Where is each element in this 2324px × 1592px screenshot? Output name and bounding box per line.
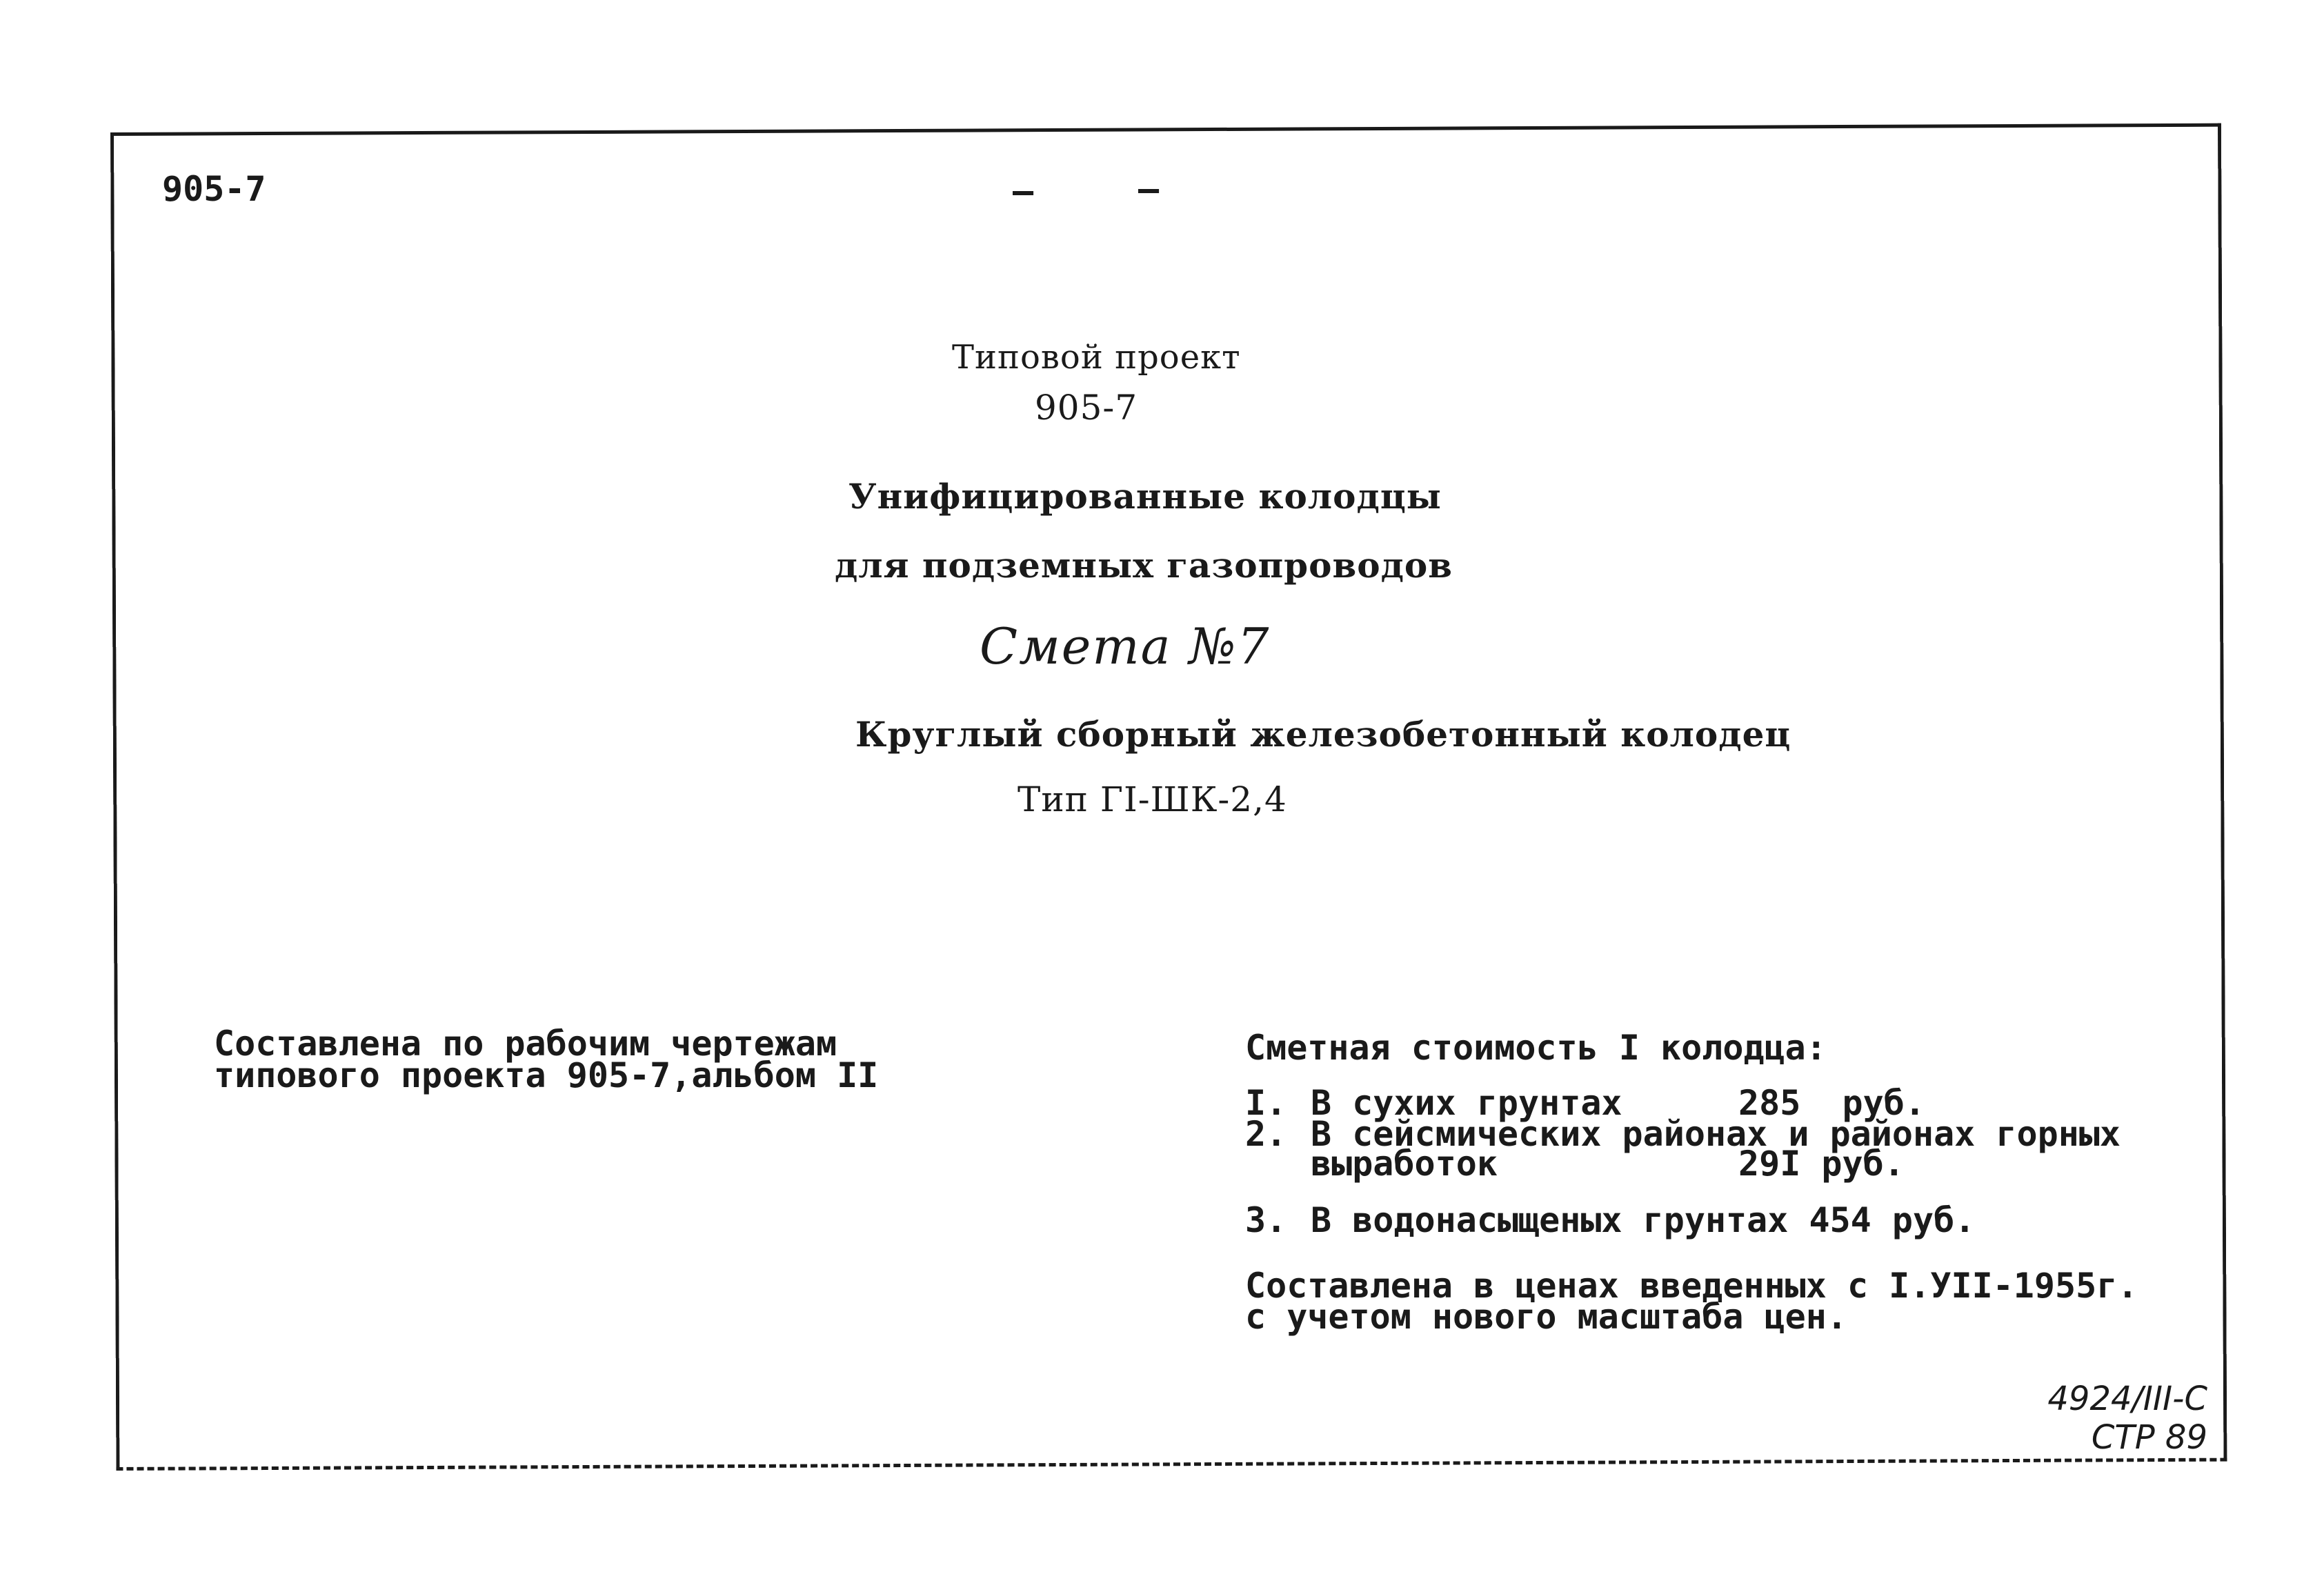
cost-item-3-value: 454 [1809, 1200, 1871, 1240]
cost-item-2-unit: руб. [1821, 1144, 1905, 1184]
project-title-line-1: Унифицированные колодцы [848, 476, 1442, 517]
archive-stamp-number: 4924/III-С [2047, 1380, 2207, 1418]
cost-item-2-number: 2. [1245, 1114, 1287, 1154]
cost-heading: Сметная стоимость I колодца: [1245, 1028, 1827, 1068]
cost-item-3 [1245, 1200, 1975, 1240]
cost-item-2-text: В сейсмических районах и районах горных [1311, 1114, 2121, 1154]
cost-item-1-text: В сухих грунтах [1311, 1083, 1622, 1123]
header-dash-left: – [1013, 171, 1035, 211]
source-note [214, 1024, 879, 1095]
price-note-line-2: с учетом нового масштаба цен. [1245, 1297, 1847, 1337]
cost-item-2-text-continued: выработок [1311, 1144, 1498, 1184]
well-type: Тип ГI-ШК-2,4 [1017, 779, 1287, 819]
cost-item-3-number: 3. [1245, 1200, 1287, 1240]
cost-item-2-value: 29I [1738, 1144, 1801, 1184]
document-code: 905-7 [162, 169, 266, 209]
cost-item-2-continued [1311, 1144, 1905, 1184]
project-title-line-2: для подземных газопроводов [835, 545, 1453, 586]
cost-item-1-number: I. [1245, 1083, 1287, 1123]
project-type-heading: Типовой проект [952, 338, 1241, 377]
cost-item-3-text: В водонасыщеных грунтах [1311, 1200, 1789, 1240]
archive-stamp [2042, 1380, 2207, 1457]
project-number: 905-7 [1035, 388, 1138, 428]
cost-item-1-unit: руб. [1842, 1083, 1925, 1123]
header-dash-right: – [1138, 169, 1160, 209]
cost-item-1-value: 285 [1738, 1083, 1801, 1123]
well-description: Круглый сборный железобетонный колодец [855, 714, 1791, 755]
source-note-line-1: Составлена по рабочим чертежам [214, 1024, 837, 1064]
cost-item-3-unit: руб. [1891, 1200, 1976, 1240]
source-note-line-2: типового проекта 905-7,альбом II [214, 1055, 879, 1095]
archive-stamp-page: СТР 89 [2091, 1418, 2207, 1457]
price-note-line-1: Составлена в ценах введенных с I.УII-1955г. [1245, 1266, 2138, 1306]
estimate-number-handwritten: Смета №7 [980, 617, 1271, 675]
